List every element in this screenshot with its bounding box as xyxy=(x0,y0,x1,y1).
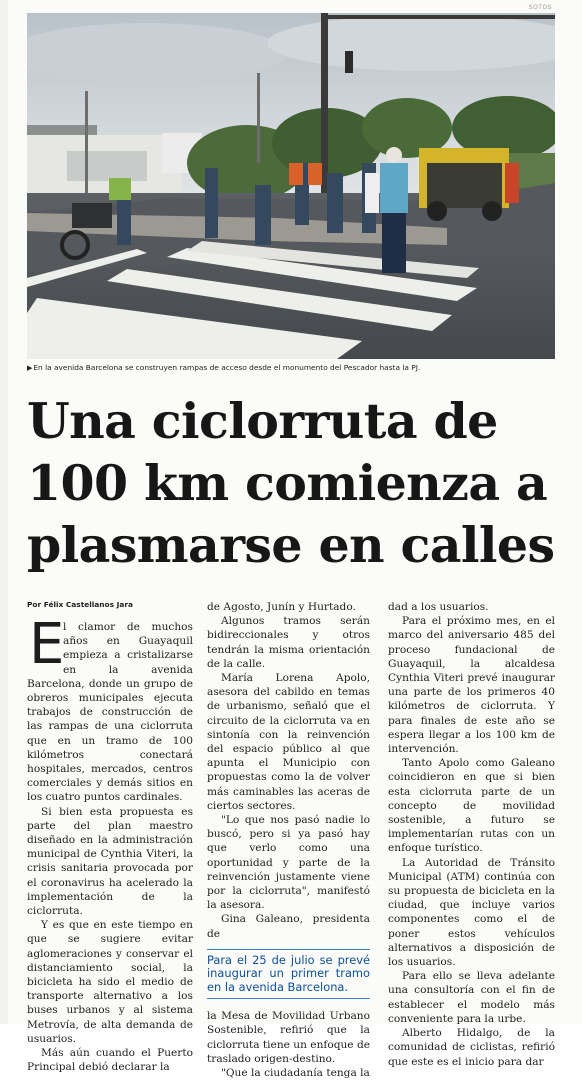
article-headline: Una ciclorruta de 100 km comienza a plasmarse en calles xyxy=(27,392,555,574)
paragraph: la Mesa de Movilidad Urbano Sostenible, refirió que la ciclorruta tiene un enfoque de traslado origen-destino. xyxy=(207,1010,370,1065)
article-column-1 xyxy=(27,600,193,1075)
paragraph: de Agosto, Junín y Hurtado. xyxy=(207,601,356,613)
paragraph: Si bien esta propuesta es parte del plan maestro diseñado en la administración municipal de Cynthia Viteri, la crisis sanitaria provocada por el coronavirus ha acelerado la implementación de la ciclorruta. xyxy=(27,805,193,918)
paragraph: Algunos tramos serán bidireccionales y otros tendrán la misma orientación de la calle. xyxy=(207,615,370,670)
paragraph: María Lorena Apolo, asesora del cabildo en temas de urbanismo, señaló que el circuito de la ciclorruta va en sintonía con la reinvención del espacio público al que apunta el Municipio con propuestas como la de volver más caminables las aceras de ciertos sectores. xyxy=(207,672,370,812)
lead-paragraph-block xyxy=(27,612,193,805)
street-scene-illustration xyxy=(27,13,555,359)
paragraph: dad a los usuarios. xyxy=(388,601,489,613)
paragraph: Para el próximo mes, en el marco del aniversario 485 del proceso fundacional de Guayaquil, la alcaldesa Cynthia Viteri prevé inaugurar una parte de los primeros 40 kilómetros de ciclorruta. Y para finales de este año se espera llegar a los 100 km de intervención. xyxy=(388,615,555,756)
paragraph: "Lo que nos pasó nadie lo buscó, pero si ya pasó hay que verlo como una oportunidad y parte de la reinvención justamente viene por la ciclorruta", manifestó la asesora. xyxy=(207,814,370,912)
article-column-3 xyxy=(388,600,555,1069)
caption-text: En la avenida Barcelona se construyen rampas de acceso desde el monumento del Pescador hasta la PJ. xyxy=(33,363,421,372)
paragraph: "Que la ciudadanía tenga la xyxy=(221,1066,370,1079)
paragraph: Gina Galeano, presidenta de xyxy=(207,913,370,940)
page-edge xyxy=(0,0,8,1024)
pull-quote xyxy=(207,949,370,999)
paragraph: Y es que en este tiempo en que se sugiere evitar aglomeraciones y conservar el distanciamiento social, la bicicleta ha sido el medio de transporte alternativo a los buses urbanos y al sistema Metrovía, de alta demanda de usuarios. xyxy=(27,919,193,1045)
paragraph: Tanto Apolo como Galeano coincidieron en que si bien esta ciclorruta parte de un concepto de movilidad sostenible, a futuro se implementarían rutas con un enfoque turístico. xyxy=(388,757,555,855)
article-column-2 xyxy=(207,600,370,1080)
drop-cap: E xyxy=(29,612,65,677)
paragraph: l clamor de muchos años en Guayaquil empieza a cristalizarse en la avenida Barcelona, donde un grupo de obreros municipales ejecuta trabajos de construcción de las rampas de una ciclorruta que en un tramo de 100 kilómetros conectará hospitales, mercados, centros comerciales y demás sitios en los cuatro puntos cardinales. xyxy=(27,621,193,804)
photo-credit-tag: SOTOS xyxy=(528,4,552,11)
byline: Por Félix Castellanos Jara xyxy=(27,600,133,609)
photo-caption xyxy=(27,363,555,372)
caption-arrow-icon: ▶ xyxy=(27,364,33,372)
paragraph: Para ello se lleva adelante una consultoría con el fin de establecer el modelo más conveniente para la urbe. xyxy=(388,970,555,1025)
paragraph: Alberto Hidalgo, de la comunidad de ciclistas, refirió que este es el inicio para dar xyxy=(388,1027,555,1068)
paragraph: La Autoridad de Tránsito Municipal (ATM) continúa con su propuesta de bicicleta en la ciudad, que incluye varios componentes como el de poner estos vehículos alternativos a disposición de los usuarios. xyxy=(388,856,555,969)
article-photo xyxy=(27,13,555,359)
pull-quote-rule-bottom xyxy=(207,998,370,999)
paragraph: Más aún cuando el Puerto Principal debió declarar la xyxy=(27,1047,193,1074)
pull-quote-text: Para el 25 de julio se prevé inaugurar un primer tramo en la avenida Barcelona. xyxy=(207,952,370,994)
